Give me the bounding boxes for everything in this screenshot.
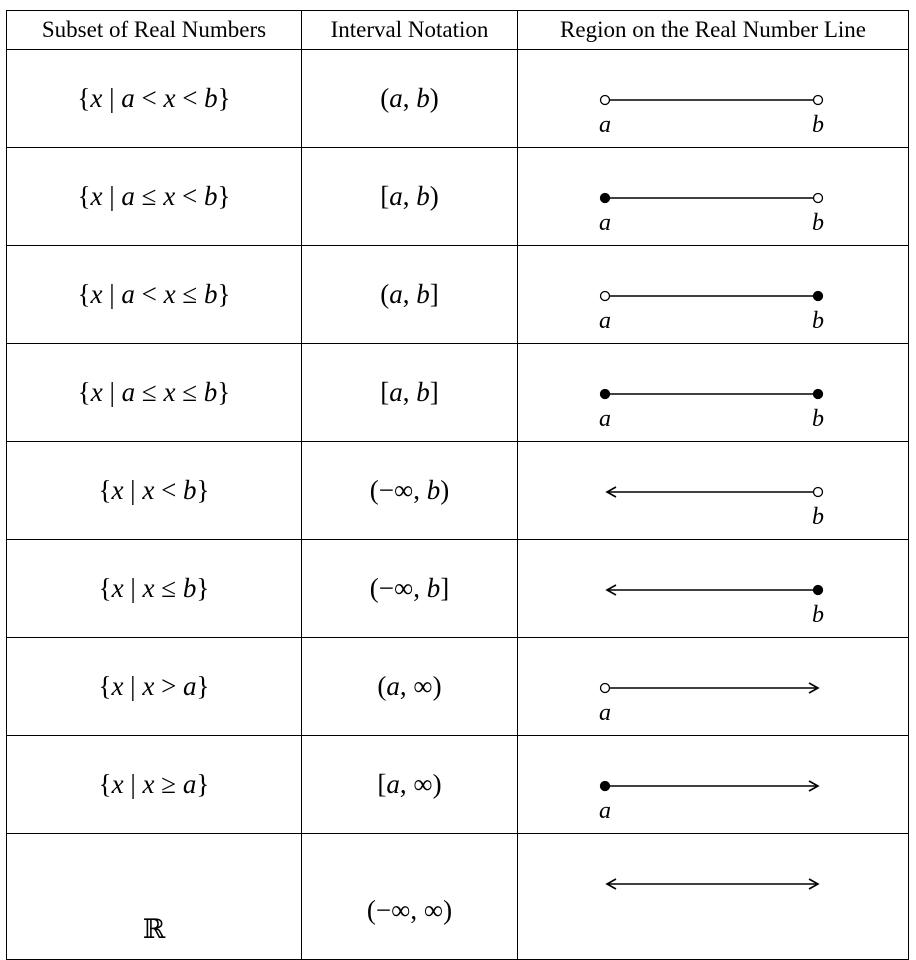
number-line-cell — [518, 834, 909, 960]
closed-left-endpoint-icon — [601, 782, 610, 791]
number-line-cell — [518, 638, 909, 736]
interval-notation: [a, ∞) — [377, 769, 442, 799]
set-builder-cell — [7, 736, 302, 834]
header-interval-notation: Interval Notation — [302, 11, 518, 50]
interval-notation: (a, b) — [380, 83, 439, 113]
interval-notation-cell — [302, 442, 518, 540]
set-builder-cell — [7, 50, 302, 148]
interval-notation-cell — [302, 834, 518, 960]
right-endpoint-label: b — [812, 308, 824, 334]
set-builder-cell — [7, 540, 302, 638]
number-line-cell — [518, 148, 909, 246]
left-endpoint-label: a — [599, 112, 611, 138]
set-builder-notation: {x | a ≤ x ≤ b} — [77, 377, 231, 407]
interval-notation: [a, b) — [380, 181, 439, 211]
right-endpoint-label: b — [812, 210, 824, 236]
closed-right-endpoint-icon — [814, 586, 823, 595]
table-row — [7, 638, 909, 736]
interval-notation: (−∞, b] — [369, 573, 450, 603]
number-line — [518, 246, 907, 342]
interval-notation: (−∞, ∞) — [366, 895, 453, 925]
table-row — [7, 540, 909, 638]
header-number-line-region: Region on the Real Number Line — [518, 11, 909, 50]
set-builder-notation: {x | x > a} — [98, 671, 210, 701]
right-endpoint-label: b — [812, 602, 824, 628]
number-line-cell — [518, 442, 909, 540]
right-endpoint-label: b — [812, 504, 824, 530]
set-builder-notation: {x | a < x ≤ b} — [77, 279, 231, 309]
interval-notation-cell — [302, 540, 518, 638]
open-left-endpoint-icon — [601, 292, 610, 301]
interval-notation-cell — [302, 50, 518, 148]
number-line-cell — [518, 736, 909, 834]
left-endpoint-label: a — [599, 700, 611, 726]
left-endpoint-label: a — [599, 308, 611, 334]
number-line — [518, 344, 907, 440]
number-line-cell — [518, 246, 909, 344]
header-row — [7, 11, 909, 50]
right-endpoint-label: b — [812, 112, 824, 138]
open-right-endpoint-icon — [814, 96, 823, 105]
number-line — [518, 540, 907, 636]
open-left-endpoint-icon — [601, 684, 610, 693]
right-endpoint-label: b — [812, 406, 824, 432]
set-builder-cell — [7, 246, 302, 344]
interval-notation-table — [6, 10, 909, 960]
number-line-cell — [518, 50, 909, 148]
table-row — [7, 344, 909, 442]
left-endpoint-label: a — [599, 798, 611, 824]
open-right-endpoint-icon — [814, 194, 823, 203]
set-builder-cell — [7, 442, 302, 540]
interval-notation: (−∞, b) — [369, 475, 450, 505]
table-row — [7, 736, 909, 834]
left-endpoint-label: a — [599, 406, 611, 432]
table-row — [7, 50, 909, 148]
number-line-cell — [518, 540, 909, 638]
interval-notation: (a, ∞) — [377, 671, 442, 701]
closed-left-endpoint-icon — [601, 194, 610, 203]
number-line — [518, 638, 907, 734]
number-line — [518, 148, 907, 244]
open-right-endpoint-icon — [814, 488, 823, 497]
table-row — [7, 834, 909, 960]
left-endpoint-label: a — [599, 210, 611, 236]
number-line — [518, 442, 907, 538]
interval-notation: [a, b] — [380, 377, 439, 407]
set-builder-notation: {x | x < b} — [98, 475, 210, 505]
table-row — [7, 442, 909, 540]
set-builder-cell — [7, 148, 302, 246]
number-line — [518, 834, 907, 930]
table-row — [7, 246, 909, 344]
set-builder-cell — [7, 834, 302, 960]
open-left-endpoint-icon — [601, 96, 610, 105]
number-line — [518, 736, 907, 832]
closed-right-endpoint-icon — [814, 292, 823, 301]
number-line-cell — [518, 344, 909, 442]
interval-notation-cell — [302, 246, 518, 344]
closed-right-endpoint-icon — [814, 390, 823, 399]
set-builder-cell — [7, 638, 302, 736]
interval-notation-cell — [302, 638, 518, 736]
header-subset: Subset of Real Numbers — [7, 11, 302, 50]
interval-notation-cell — [302, 736, 518, 834]
interval-notation-cell — [302, 148, 518, 246]
interval-notation-cell — [302, 344, 518, 442]
set-builder-cell — [7, 344, 302, 442]
set-builder-notation: {x | x ≤ b} — [98, 573, 210, 603]
set-builder-notation: {x | a ≤ x < b} — [77, 181, 231, 211]
set-builder-notation: {x | x ≥ a} — [98, 769, 210, 799]
table-row — [7, 148, 909, 246]
number-line — [518, 50, 907, 146]
set-builder-notation: ℝ — [142, 914, 166, 944]
set-builder-notation: {x | a < x < b} — [77, 83, 231, 113]
closed-left-endpoint-icon — [601, 390, 610, 399]
interval-notation: (a, b] — [380, 279, 439, 309]
